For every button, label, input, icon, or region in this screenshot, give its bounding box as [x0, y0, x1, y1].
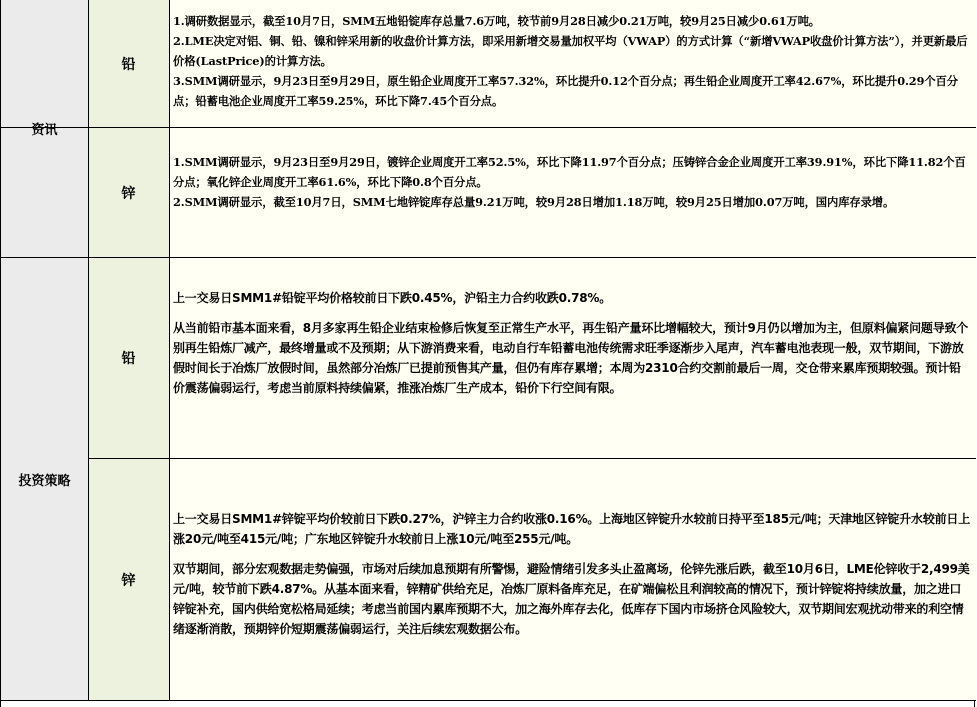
news-lead-item-2: 2.LME决定对铝、铜、铅、镍和锌采用新的收盘价计算方法，即采用新增交易量加权平均（VWAP）的方式计算（“新增VWAP收盘价计算方法”），并更新最后价格(LastPrice)的计算方法。: [173, 34, 968, 68]
news-lead-label: 铅: [121, 56, 136, 73]
section-label-news: [1, 0, 88, 257]
news-zinc-label-cell: [88, 128, 169, 257]
strategy-zinc-content: [169, 459, 976, 700]
news-zinc-label: 锌: [121, 185, 136, 202]
strategy-zinc-label: 锌: [121, 572, 136, 589]
divider-news-cat-tick: [1, 127, 88, 128]
divider-news-strategy: [1, 257, 976, 258]
news-zinc-item-1: 1.SMM调研显示，9月23日至9月29日，镀锌企业周度开工率52.5%，环比下降11.97个百分点；压铸锌合金企业周度开工率39.91%，环比下降11.82个百分点；氧化锌企业周度开工率61.6%，环比下降0.8个百分点。: [173, 155, 966, 189]
strategy-lead-summary: 上一交易日SMM1#铅锭平均价格较前日下跌0.45%，沪铅主力合约收跌0.78%。: [173, 291, 611, 305]
column-divider-1: [88, 0, 89, 700]
strategy-lead-content: [169, 258, 976, 458]
column-divider-2: [169, 0, 170, 700]
strategy-zinc-analysis: 双节期间，部分宏观数据走势偏强，市场对后续加息预期有所警惕，避险情绪引发多头止盈离场，伦锌先涨后跌，截至10月6日，LME伦锌收于2,499美元/吨，较节前下跌4.87%。从基本面来看，锌精矿供给充足，冶炼厂原料备库充足，在矿端偏松且利润较高的情况下，预计锌锭将持续放量，加之进口锌锭补充，国内供给宽松格局延续；考虑当前国内累库预期不大，加之海外库存去化，低库存下国内市场挤仓风险较大，双节期间宏观扰动带来的利空情绪逐渐消散，预期锌价短期震荡偏弱运行，关注后续宏观数据公布。: [173, 562, 970, 636]
strategy-lead-label: 铅: [121, 351, 136, 367]
divider-bottom: [1, 700, 976, 701]
divider-strategy-lead-zinc: [88, 458, 976, 459]
news-lead-content: [169, 0, 976, 127]
news-label: 资讯: [31, 123, 58, 138]
news-lead-item-3: 3.SMM调研显示，9月23日至9月29日，原生铅企业周度开工率57.32%，环比提升0.12个百分点；再生铅企业周度开工率42.67%，环比提升0.29个百分点；铅蓄电池企业周度开工率59.25%，环比下降7.45个百分点。: [173, 74, 958, 108]
news-zinc-content: [169, 128, 976, 257]
divider-news-lead-zinc: [88, 127, 976, 128]
strategy-zinc-summary: 上一交易日SMM1#锌锭平均价较前日下跌0.27%，沪锌主力合约收涨0.16%。上海地区锌锭升水较前日持平至185元/吨；天津地区锌锭升水较前日上涨20元/吨至415元/吨；广东地区锌锭升水较前日上涨10元/吨至255元/吨。: [173, 512, 971, 546]
strategy-label: 投资策略: [18, 473, 71, 489]
strategy-lead-label-cell: [88, 258, 169, 458]
strategy-zinc-label-cell: [88, 459, 169, 700]
strategy-lead-analysis: 从当前铅市基本面来看，8月多家再生铅企业结束检修后恢复至正常生产水平，再生铅产量环比增幅较大，预计9月仍以增加为主，但原料偏紧问题导致个别再生铅炼厂减产，最终增量或不及预期；从下游消费来看，电动自行车铅蓄电池传统需求旺季逐渐步入尾声，汽车蓄电池表现一般，双节期间，下游放假时间长于冶炼厂放假时间，虽然部分冶炼厂已提前预售其产量，但仍有库存累增；本周为2310合约交割前最后一周，交仓带来累库预期较强。预计铅价震荡偏弱运行，考虑当前原料持续偏紧，推涨冶炼厂生产成本，铅价下行空间有限。: [173, 321, 969, 395]
news-lead-item-1: 1.调研数据显示，截至10月7日，SMM五地铅锭库存总量7.6万吨，较节前9月28日减少0.21万吨，较9月25日减少0.61万吨。: [173, 14, 820, 28]
news-lead-label-cell: [88, 0, 169, 127]
section-label-strategy: [1, 258, 88, 700]
news-zinc-item-2: 2.SMM调研显示，截至10月7日，SMM七地锌锭库存总量9.21万吨，较9月28日增加1.18万吨，较9月25日增加0.07万吨，国内库存录增。: [173, 195, 895, 209]
